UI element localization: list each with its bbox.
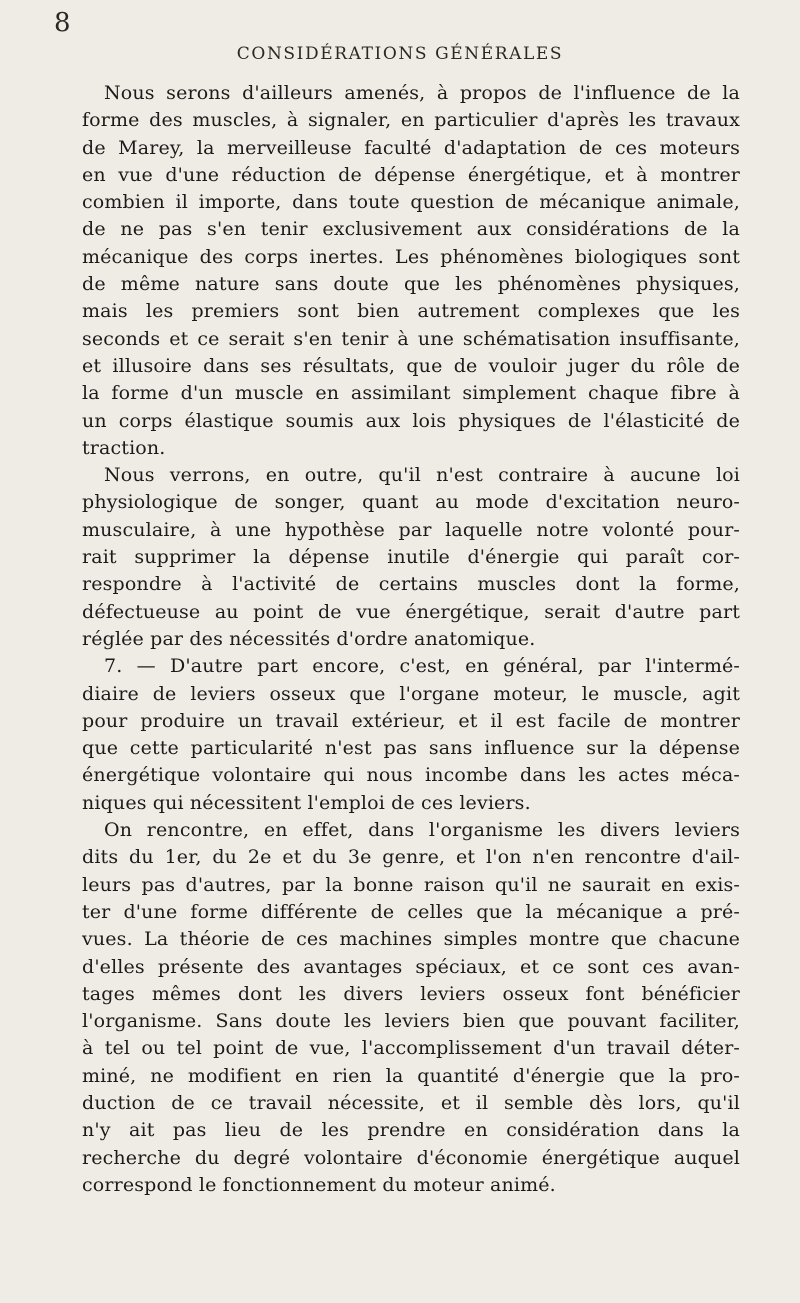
- text-line: de même nature sans doute que les phénomènes physiques,: [82, 273, 740, 296]
- text-line: duction de ce travail nécessite, et il semble dès lors, qu'il: [82, 1091, 740, 1114]
- text-line: 7. — D'autre part encore, c'est, en général, par l'intermé-: [104, 655, 740, 678]
- text-line: traction.: [82, 436, 166, 459]
- text-line: de ne pas s'en tenir exclusivement aux considérations de la: [82, 218, 740, 241]
- text-line: pour produire un travail extérieur, et il est facile de montrer: [82, 709, 740, 732]
- text-line: respondre à l'activité de certains muscles dont la forme,: [82, 573, 740, 596]
- text-line: l'organisme. Sans doute les leviers bien que pouvant faciliter,: [82, 1010, 740, 1033]
- text-line: ter d'une forme différente de celles que la mécanique a pré-: [82, 900, 740, 923]
- text-line: recherche du degré volontaire d'économie énergétique auquel: [82, 1146, 740, 1169]
- text-line: niques qui nécessitent l'emploi de ces leviers.: [82, 791, 531, 814]
- text-line: tages mêmes dont les divers leviers osseux font bénéficier: [82, 982, 740, 1005]
- running-title: CONSIDÉRATIONS GÉNÉRALES: [236, 44, 564, 64]
- text-line: en vue d'une réduction de dépense énergétique, et à montrer: [82, 163, 740, 186]
- text-line: de Marey, la merveilleuse faculté d'adaptation de ces moteurs: [82, 136, 740, 159]
- page-number: 8: [54, 8, 71, 38]
- text-line: réglée par des nécessités d'ordre anatomique.: [82, 627, 536, 650]
- body-text: [82, 80, 740, 1199]
- text-line: que cette particularité n'est pas sans influence sur la dépense: [82, 737, 740, 760]
- text-line: combien il importe, dans toute question de mécanique animale,: [82, 191, 740, 214]
- text-line: dits du 1er, du 2e et du 3e genre, et l'on n'en rencontre d'ail-: [82, 846, 740, 869]
- text-line: énergétique volontaire qui nous incombe dans les actes méca-: [82, 764, 740, 787]
- text-line: diaire de leviers osseux que l'organe moteur, le muscle, agit: [82, 682, 740, 705]
- text-line: rait supprimer la dépense inutile d'énergie qui paraît cor-: [82, 546, 740, 569]
- text-line: Nous verrons, en outre, qu'il n'est contraire à aucune loi: [104, 464, 740, 487]
- text-line: physiologique de songer, quant au mode d'excitation neuro-: [82, 491, 740, 514]
- text-line: un corps élastique soumis aux lois physiques de l'élasticité de: [82, 409, 740, 432]
- text-line: seconds et ce serait s'en tenir à une schématisation insuffisante,: [82, 327, 740, 350]
- text-line: mais les premiers sont bien autrement complexes que les: [82, 300, 740, 323]
- text-line: musculaire, à une hypothèse par laquelle notre volonté pour-: [82, 518, 740, 541]
- text-line: correspond le fonctionnement du moteur animé.: [82, 1173, 556, 1196]
- text-line: leurs pas d'autres, par la bonne raison qu'il ne saurait en exis-: [82, 873, 740, 896]
- text-line: n'y ait pas lieu de les prendre en considération dans la: [82, 1119, 740, 1142]
- text-line: d'elles présente des avantages spéciaux, et ce sont ces avan-: [82, 955, 740, 978]
- text-line: et illusoire dans ses résultats, que de vouloir juger du rôle de: [82, 354, 740, 377]
- text-line: à tel ou tel point de vue, l'accomplissement d'un travail déter-: [82, 1037, 740, 1060]
- text-line: On rencontre, en effet, dans l'organisme les divers leviers: [104, 819, 740, 842]
- text-line: miné, ne modifient en rien la quantité d'énergie que la pro-: [82, 1064, 740, 1087]
- text-line: Nous serons d'ailleurs amenés, à propos de l'influence de la: [104, 82, 740, 104]
- text-line: forme des muscles, à signaler, en particulier d'après les travaux: [82, 109, 740, 132]
- text-line: défectueuse au point de vue énergétique, serait d'autre part: [82, 600, 740, 623]
- text-line: vues. La théorie de ces machines simples montre que chacune: [82, 928, 740, 951]
- text-line: mécanique des corps inertes. Les phénomènes biologiques sont: [82, 245, 740, 268]
- text-line: la forme d'un muscle en assimilant simplement chaque fibre à: [82, 382, 740, 405]
